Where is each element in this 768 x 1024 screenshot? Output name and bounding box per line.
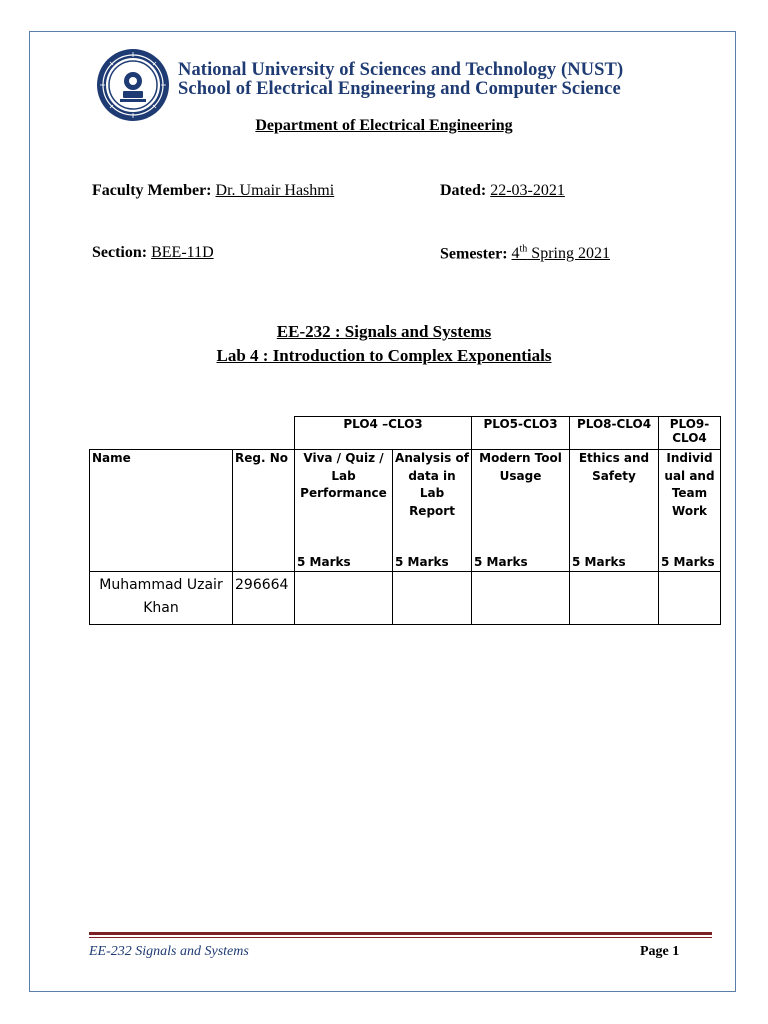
header-tool-label: Modern Tool Usage (479, 451, 562, 483)
dated-value: 22-03-2021 (490, 182, 565, 199)
student-name-line2: Khan (143, 600, 179, 616)
nust-crest-logo (96, 48, 170, 122)
footer-rule (89, 932, 712, 935)
header-team-line2: ual and (664, 468, 715, 483)
group-plo9-clo4 (659, 417, 721, 450)
blank-cell (233, 417, 295, 450)
header-viva-label: Viva / Quiz / Lab Performance (300, 451, 387, 500)
marks-label: 5 Marks (297, 555, 351, 569)
marks-label: 5 Marks (661, 555, 715, 569)
semester-number: 4 (511, 245, 520, 263)
section-value: BEE-11D (151, 244, 214, 261)
faculty-member-field (92, 182, 334, 200)
header-ethics-label: Ethics and Safety (578, 451, 650, 483)
group-plo9-line1: PLO9- (669, 417, 710, 431)
ethics-score-cell[interactable] (570, 572, 659, 625)
header-team-line1: Individ (666, 451, 713, 465)
team-score-cell[interactable] (659, 572, 721, 625)
department-heading: Department of Electrical Engineering (255, 117, 513, 134)
school-name: School of Electrical Engineering and Computer Science (178, 79, 621, 99)
group-plo4-clo3: PLO4 –CLO3 (295, 417, 472, 450)
university-name: National University of Sciences and Technology (NUST) (178, 60, 624, 80)
header-viva (295, 450, 393, 572)
table-group-header-row (90, 417, 721, 450)
marks-label: 5 Marks (474, 555, 528, 569)
section-field (92, 244, 214, 262)
header-name-label: Name (92, 451, 131, 465)
analysis-score-cell[interactable] (393, 572, 472, 625)
dated-field (440, 182, 565, 200)
footer-page-number: Page 1 (640, 944, 680, 959)
header-team-line4: Work (672, 503, 707, 518)
course-title: EE-232 : Signals and Systems (276, 322, 492, 341)
assessment-table (89, 416, 721, 625)
header-team-work (659, 450, 721, 572)
viva-score-cell[interactable] (295, 572, 393, 625)
student-name-line1: Muhammad Uzair (99, 577, 223, 593)
footer-course: EE-232 Signals and Systems (89, 944, 249, 959)
header-team-label (661, 450, 718, 520)
dated-label: Dated: (440, 182, 487, 199)
header-reg-no (233, 450, 295, 572)
header-team-line3: Team (671, 486, 708, 500)
blank-cell (90, 417, 233, 450)
semester-field (440, 244, 610, 263)
faculty-label: Faculty Member: (92, 182, 212, 199)
header-name (90, 450, 233, 572)
table-row (90, 572, 721, 625)
lab-title: Lab 4 : Introduction to Complex Exponentials (216, 346, 552, 365)
semester-value (512, 245, 610, 262)
header-analysis (393, 450, 472, 572)
group-plo8-clo4: PLO8-CLO4 (570, 417, 659, 450)
group-plo5-clo3: PLO5-CLO3 (472, 417, 570, 450)
semester-rest: Spring 2021 (527, 245, 610, 263)
faculty-value: Dr. Umair Hashmi (215, 182, 335, 199)
marks-label: 5 Marks (572, 555, 626, 569)
marks-label: 5 Marks (395, 555, 449, 569)
student-name-cell (90, 572, 233, 625)
header-modern-tool (472, 450, 570, 572)
header-ethics (570, 450, 659, 572)
group-plo9-line2: CLO4 (672, 431, 707, 445)
header-reg-label: Reg. No (235, 451, 288, 465)
section-label: Section: (92, 244, 148, 261)
header-analysis-label: Analysis of data in Lab Report (395, 451, 469, 518)
semester-label: Semester: (440, 245, 508, 263)
semester-superscript: th (519, 244, 528, 255)
footer-rule-thin (89, 937, 712, 938)
table-header-row (90, 450, 721, 572)
tool-score-cell[interactable] (472, 572, 570, 625)
reg-no-cell: 296664 (233, 572, 295, 625)
